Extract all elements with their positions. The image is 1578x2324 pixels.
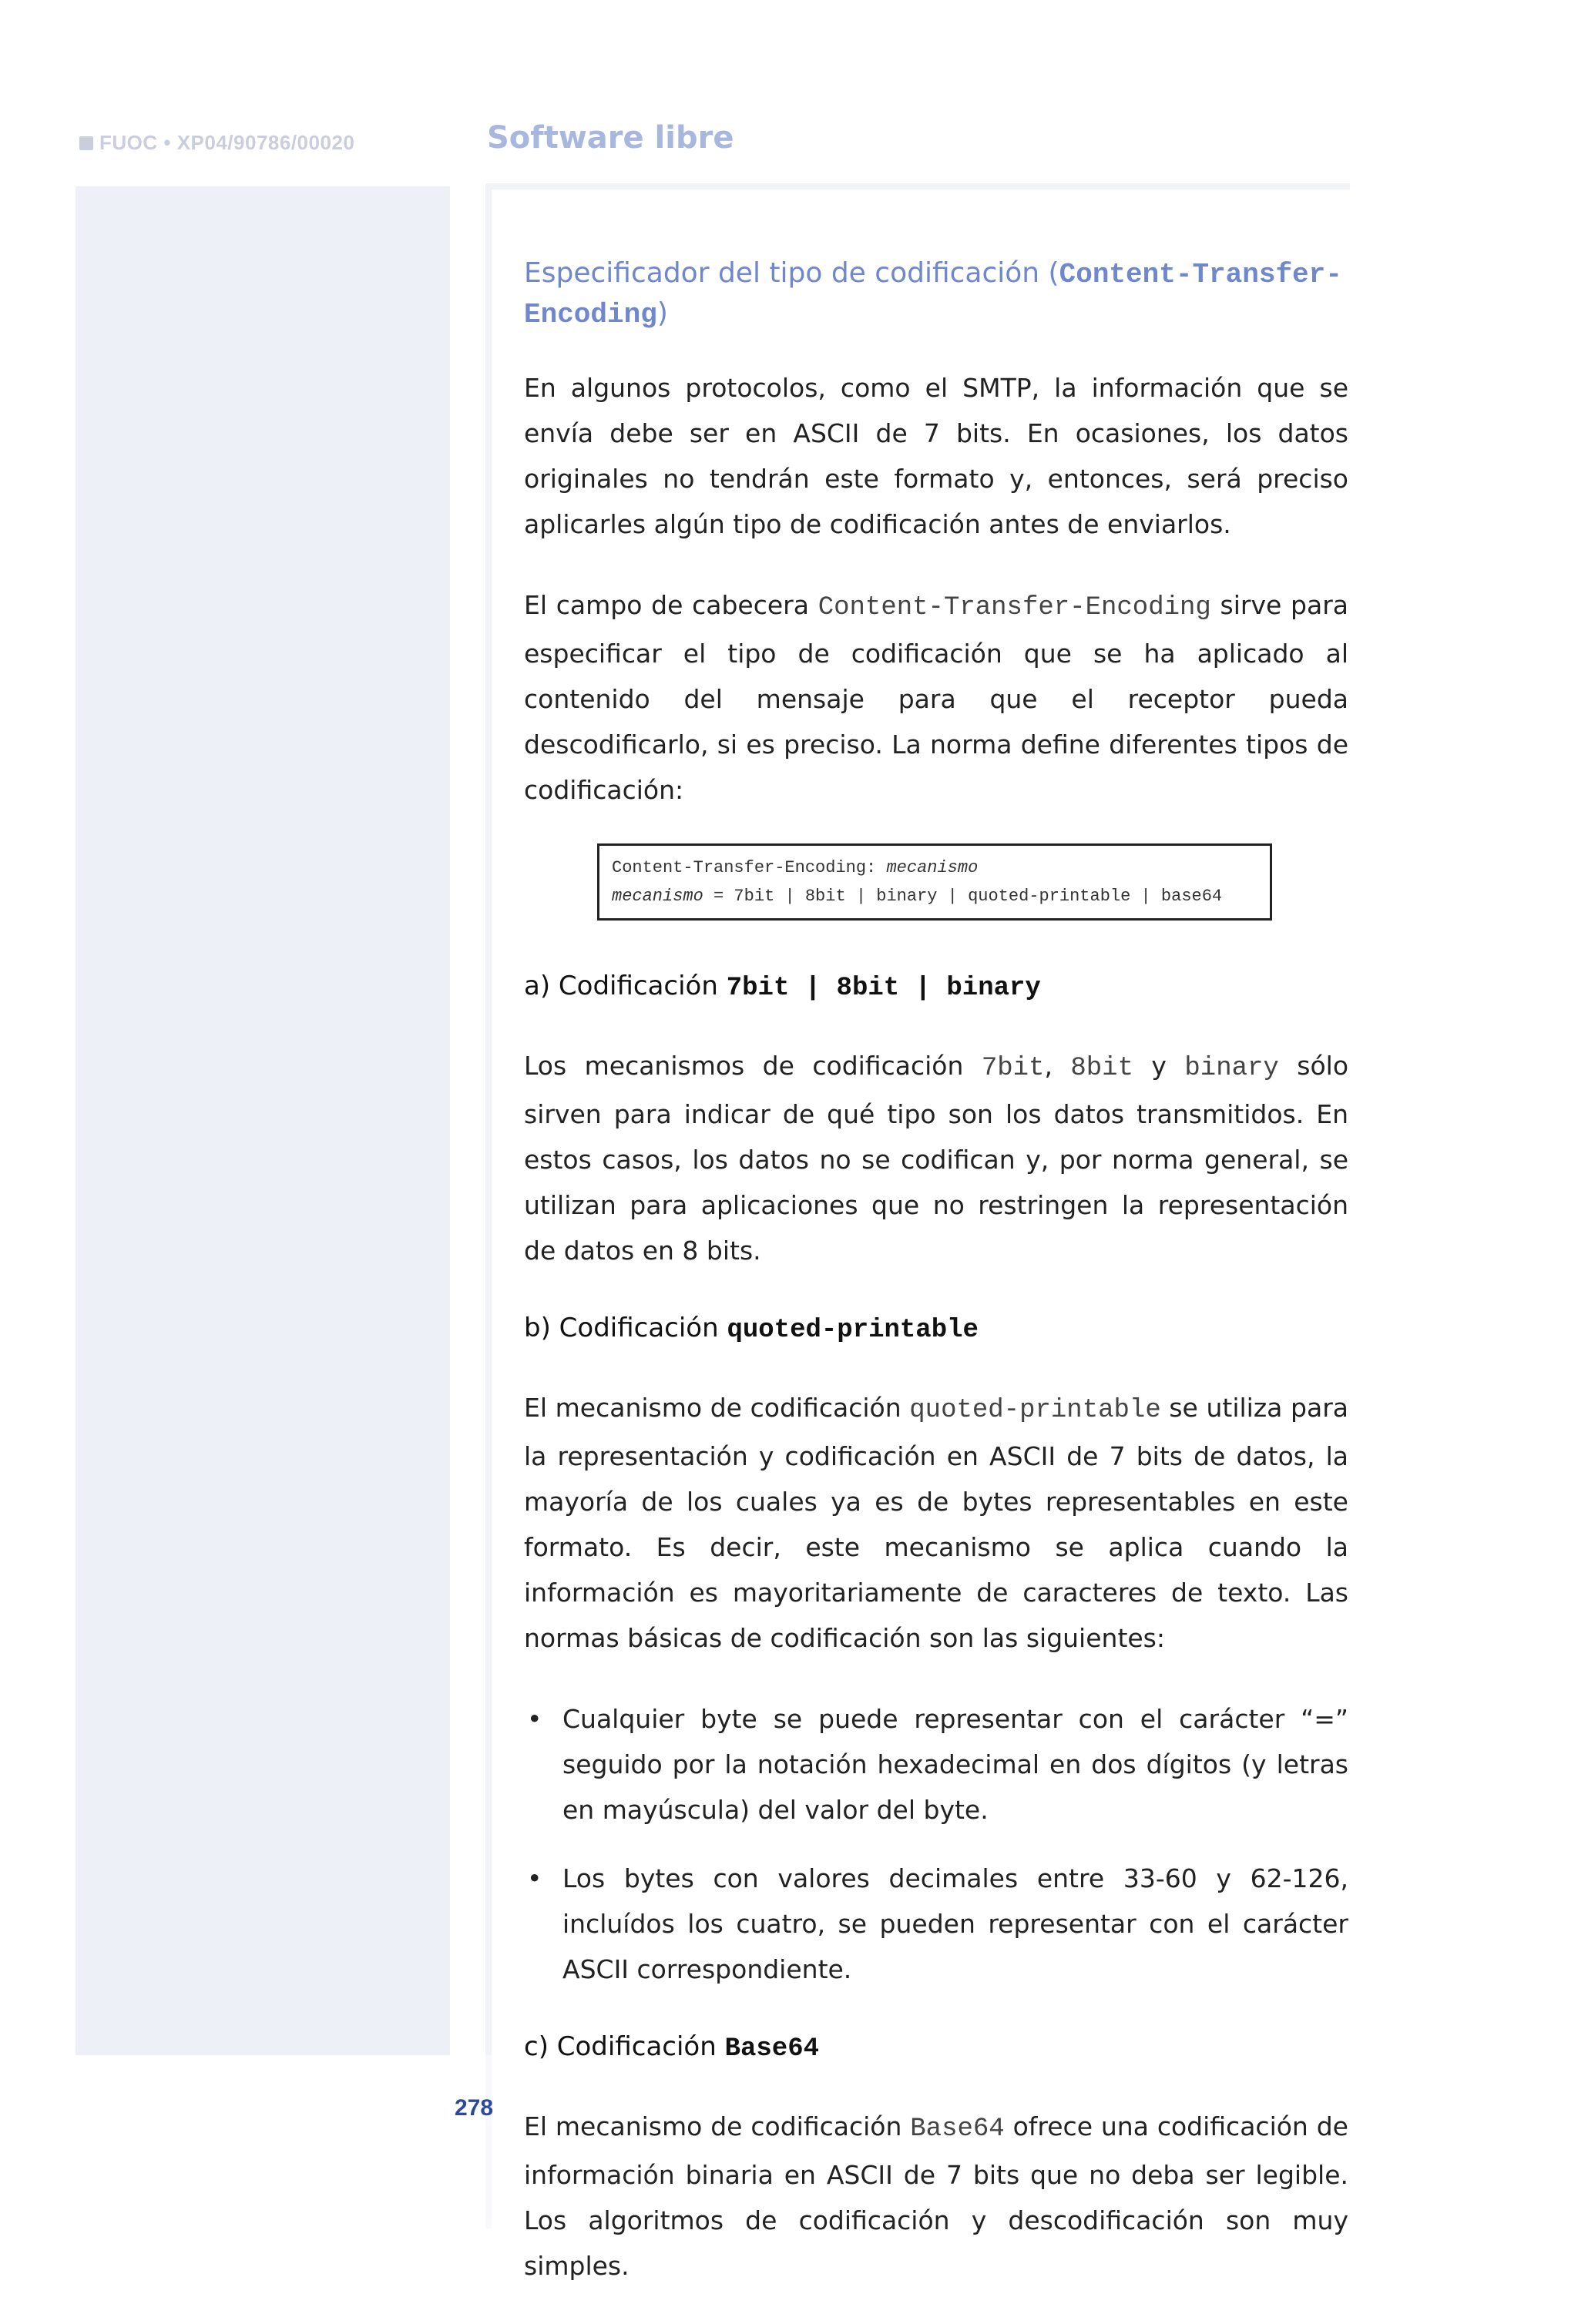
document-reference (79, 131, 354, 155)
inline-code: Base64 (910, 2114, 1005, 2144)
paragraph-b (524, 1385, 1348, 1661)
syntax-code-box (597, 843, 1272, 921)
list-item (524, 1856, 1348, 1992)
code-text: = 7bit | 8bit | binary | quoted-printable | base64 (703, 887, 1223, 906)
paragraph-text: El mecanismo de codificación (524, 1393, 910, 1423)
paragraph-a (524, 1043, 1348, 1273)
paragraph-text: sirve para especificar el tipo de codificación que se ha aplicado al contenido del mensaje para que el receptor pueda descodificarlo, si es preciso. La norma define diferentes tipos de codificación: (524, 590, 1349, 805)
code-placeholder: mecanismo (612, 887, 703, 906)
paragraph-text: y (1133, 1051, 1185, 1081)
content-top-rule (485, 183, 1350, 189)
paragraph-text: Los mecanismos de codificación (524, 1051, 982, 1081)
paragraph-text: se utiliza para la representación y codificación en ASCII de 7 bits de datos, la mayoría de los cuales ya es de bytes representables en este formato. Es decir, este mecanismo se aplica cuando la información es mayoritariamente de caracteres de texto. Las normas básicas de codificación son las siguientes: (524, 1393, 1348, 1653)
subheading-text: b) Codificación (524, 1313, 727, 1343)
main-content (524, 254, 1348, 2324)
paragraph-text: , (1044, 1051, 1071, 1081)
paragraph-text: sólo sirven para indicar de qué tipo son los datos transmitidos. En estos casos, los datos no se codifican y, por norma general, se utilizan para aplicaciones que no restringen la representación de datos en 8 bits. (524, 1051, 1349, 1266)
code-text: Content-Transfer-Encoding: (612, 858, 887, 877)
list-item-text: Los bytes con valores decimales entre 33-60 y 62-126, incluídos los cuatro, se pueden representar con el carácter ASCII correspondiente. (562, 1863, 1348, 1984)
code-line-1 (612, 853, 1257, 882)
paragraph-text: El campo de cabecera (524, 590, 818, 620)
list-item-text: Cualquier byte se puede representar con el carácter “=” seguido por la notación hexadecimal en dos dígitos (y letras en mayúscula) del valor del byte. (562, 1704, 1348, 1825)
subheading-text: a) Codificación (524, 971, 727, 1001)
paragraph-header-field (524, 582, 1348, 813)
subheading-code: Base64 (724, 2034, 819, 2064)
subheading-text: c) Codificación (524, 2031, 725, 2062)
section-title-code: Content-Transfer-Encoding (524, 259, 1342, 330)
subheading-a (524, 967, 1348, 1008)
document-reference-text: FUOC • XP04/90786/00020 (99, 131, 355, 154)
inline-code: 7bit (981, 1054, 1045, 1083)
subheading-code: quoted-printable (727, 1316, 979, 1345)
section-title (524, 254, 1348, 334)
page-number: 278 (455, 2095, 494, 2121)
paragraph-text: El mecanismo de codificación (524, 2111, 911, 2141)
annotations-sidebar (76, 186, 450, 2055)
code-line-2 (612, 882, 1257, 910)
fuoc-logo-icon (79, 136, 93, 150)
inline-code: 8bit (1070, 1054, 1133, 1083)
content-left-rule (485, 183, 492, 2055)
section-title-close: ) (656, 297, 668, 329)
encoding-rules-list (524, 1696, 1348, 1992)
bullet-icon: • (527, 1704, 542, 1734)
list-item (524, 1696, 1348, 1833)
inline-code: binary (1184, 1054, 1279, 1083)
code-placeholder: mecanismo (886, 858, 979, 877)
bullet-icon: • (527, 1863, 542, 1893)
paragraph-c (524, 2104, 1348, 2289)
paragraph-intro: En algunos protocolos, como el SMTP, la información que se envía debe ser en ASCII de 7 bits. En ocasiones, los datos originales no tendrán este formato y, entonces, será preciso aplicarles algún tipo de codificación antes de enviarlos. (524, 373, 1348, 539)
book-title: Software libre (487, 120, 734, 156)
content-bottom-rule (485, 2055, 492, 2228)
sidebar-label: ANOTACIONES (13, 1656, 69, 2074)
subheading-code: 7bit | 8bit | binary (726, 974, 1041, 1003)
paragraph-text: ofrece una codificación de información binaria en ASCII de 7 bits que no deba ser legible. Los algoritmos de codificación y descodificación son muy simples. (524, 2111, 1348, 2281)
section-title-text: Especificador del tipo de codificación ( (524, 257, 1059, 289)
subheading-b (524, 1309, 1348, 1350)
subheading-c (524, 2027, 1348, 2068)
inline-code: Content-Transfer-Encoding (818, 593, 1211, 622)
inline-code: quoted-printable (909, 1396, 1161, 1425)
